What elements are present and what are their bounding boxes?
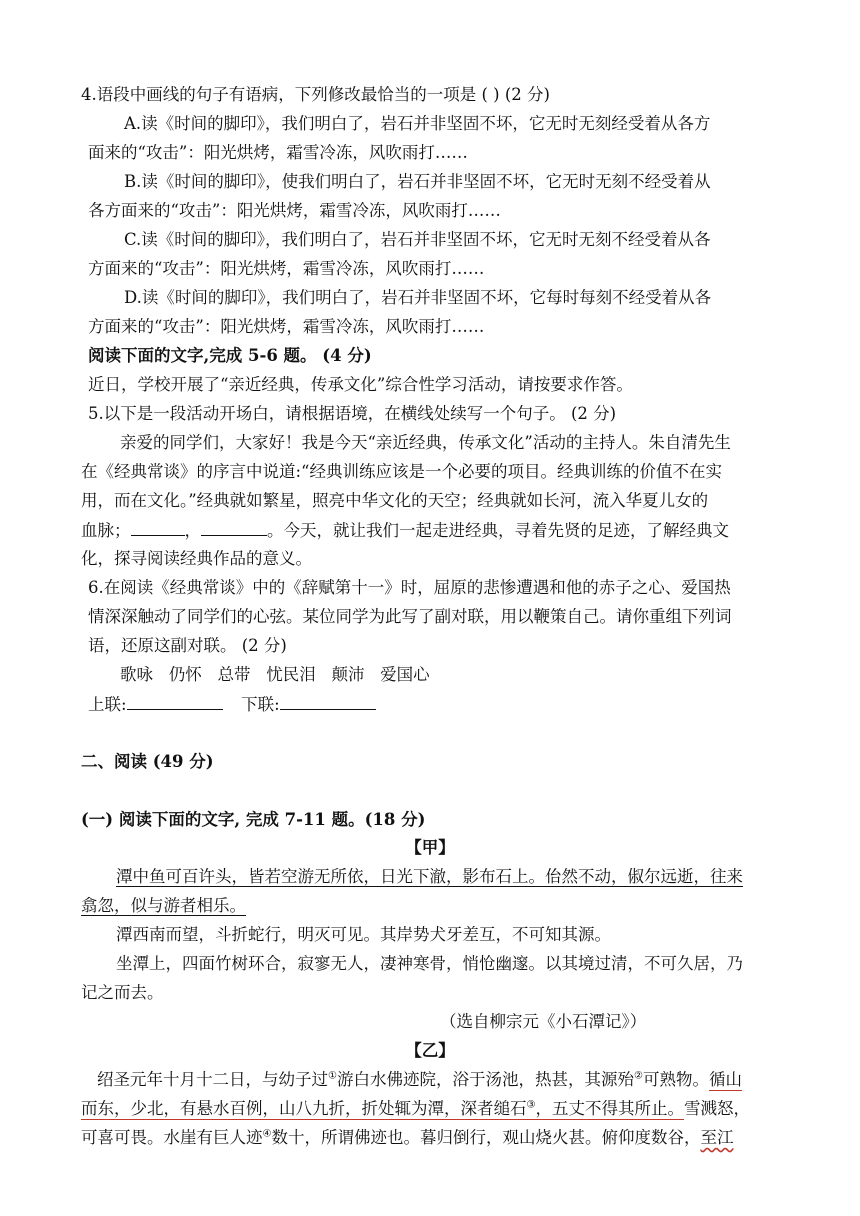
jia-source: （选自柳宗元《小石潭记》） xyxy=(440,1012,647,1031)
yi-line2-text-b: ，五丈不得其所止。 xyxy=(535,1099,684,1118)
q5-blank-1[interactable] xyxy=(131,519,185,536)
q4-option-a-line1: A.读《时间的脚印》，我们明白了，岩石并非坚固不坏，它无时无刻经受着从各方 xyxy=(124,114,711,133)
q4-option-c-line2: 方面来的“攻击”：阳光烘烤，霜雪冷冻，风吹雨打…… xyxy=(88,259,485,278)
q6-upper-blank[interactable] xyxy=(127,693,223,710)
part-1-heading: (一) 阅读下面的文字, 完成 7-11 题。(18 分) xyxy=(81,810,426,829)
yi-line1-text-b: 游白水佛迹院，浴于汤池，热甚，其源殆 xyxy=(336,1070,634,1089)
q6-lower-blank[interactable] xyxy=(280,693,376,710)
q4-option-d-line2: 方面来的“攻击”：阳光烘烤，霜雪冷冻，风吹雨打…… xyxy=(88,317,485,336)
q5-passage-line2: 在《经典常谈》的序言中说道:“经典训练应该是一个必要的项目。经典训练的价值不在实 xyxy=(81,462,722,481)
q4-option-b-line1: B.读《时间的脚印》，使我们明白了，岩石并非坚固不坏，它无时无刻不经受着从 xyxy=(124,172,711,191)
yi-underlined-phrase-start: 循山 xyxy=(708,1070,742,1089)
yi-line2-text-a: 而东，少北，有悬水百例，山八九折，折处辄为潭，深者缒石 xyxy=(81,1099,527,1118)
q6-lower-label: 下联: xyxy=(241,695,280,714)
q6-line1: 6.在阅读《经典常谈》中的《辞赋第十一》时，屈原的悲惨遭遇和他的赤子之心、爱国热 xyxy=(88,578,731,597)
yi-line3-text-b: 数十，所谓佛迹也。暮归倒行，观山烧火甚。俯仰度数谷， xyxy=(271,1128,701,1147)
footnote-4-marker: ④ xyxy=(262,1128,272,1140)
q5-blank-2[interactable] xyxy=(201,519,267,536)
jia-line5: 记之而去。 xyxy=(81,983,164,1002)
jia-line4: 坐潭上，四面竹树环合，寂寥无人，凄神寒骨，悄怆幽邃。以其境过清，不可久居，乃 xyxy=(116,954,743,973)
jia-line1: 潭中鱼可百许头，皆若空游无所依，日光下澈，影布石上。佁然不动，俶尔远逝，往来 xyxy=(116,867,743,886)
q5-text-c: 。今天，就让我们一起走进经典，寻着先贤的足迹，了解经典文 xyxy=(267,521,729,540)
q5-passage-line4 xyxy=(81,519,729,542)
q5-passage-line5: 化，探寻阅读经典作品的意义。 xyxy=(81,549,312,568)
passage-yi-label: 【乙】 xyxy=(405,1041,455,1060)
yi-line3-text-a: 可喜可畏。水崖有巨人迹 xyxy=(81,1128,263,1147)
yi-line2 xyxy=(81,1098,750,1120)
q4-option-c-line1: C.读《时间的脚印》，我们明白了，岩石并非坚固不坏，它无时无刻不经受着从各 xyxy=(124,230,711,249)
q5-passage-line3: 用，而在文化。”经典就如繁星，照亮中华文化的天空；经典就如长河，流入华夏儿女的 xyxy=(81,491,709,510)
jia-line3: 潭西南而望，斗折蛇行，明灭可见。其岸势犬牙差互，不可知其源。 xyxy=(116,925,611,944)
q5-text-a: 血脉； xyxy=(81,521,131,540)
yi-wavy-underlined-phrase: 至江 xyxy=(700,1128,734,1147)
yi-underlined-phrase xyxy=(81,1099,684,1120)
q4-option-a-line2: 面来的“攻击”：阳光烘烤，霜雪冷冻，风吹雨打…… xyxy=(88,143,468,162)
jia-line2: 翕忽，似与游者相乐。 xyxy=(81,896,246,915)
q6-word-list: 歌咏 仍怀 总带 忧民泪 颠沛 爱国心 xyxy=(120,665,430,684)
q4-option-b-line2: 各方面来的“攻击”：阳光烘烤，霜雪冷冻，风吹雨打…… xyxy=(88,201,501,220)
q5-stem: 5.以下是一段活动开场白，请根据语境，在横线处续写一个句子。 (2 分) xyxy=(88,404,617,423)
footnote-1-marker: ① xyxy=(328,1070,337,1082)
q6-couplet-answers xyxy=(88,693,376,716)
q6-line2: 情深深触动了同学们的心弦。某位同学为此写了副对联，用以鞭策自己。请你重组下列词 xyxy=(88,607,732,626)
q6-line3: 语，还原这副对联。 (2 分) xyxy=(88,636,287,655)
footnote-3-marker: ③ xyxy=(526,1099,536,1111)
q6-upper-label: 上联: xyxy=(88,695,127,714)
footnote-2-marker: ② xyxy=(633,1070,643,1082)
q4-stem: 4.语段中画线的句子有语病，下列修改最恰当的一项是 ( ) (2 分) xyxy=(81,85,550,104)
yi-line1-text-c: 可熟物。 xyxy=(642,1070,709,1089)
q5-text-b: ， xyxy=(184,521,201,540)
read-5-6-intro: 近日，学校开展了“亲近经典，传承文化”综合性学习活动，请按要求作答。 xyxy=(88,375,633,394)
passage-jia-label: 【甲】 xyxy=(405,838,455,857)
yi-line1-text-a: 绍圣元年十月十二日，与幼子过 xyxy=(97,1070,328,1089)
yi-line2-text-c: 雪溅怒， xyxy=(683,1099,750,1118)
q5-passage-line1: 亲爱的同学们，大家好！我是今天“亲近经典，传承文化”活动的主持人。朱自清先生 xyxy=(120,433,731,452)
q4-option-d-line1: D.读《时间的脚印》，我们明白了，岩石并非坚固不坏，它每时每刻不经受着从各 xyxy=(124,288,712,307)
yi-line1 xyxy=(97,1069,742,1091)
section-2-title: 二、阅读 (49 分) xyxy=(81,752,214,771)
read-5-6-heading: 阅读下面的文字,完成 5-6 题。 (4 分) xyxy=(88,346,372,365)
yi-line3 xyxy=(81,1127,733,1149)
